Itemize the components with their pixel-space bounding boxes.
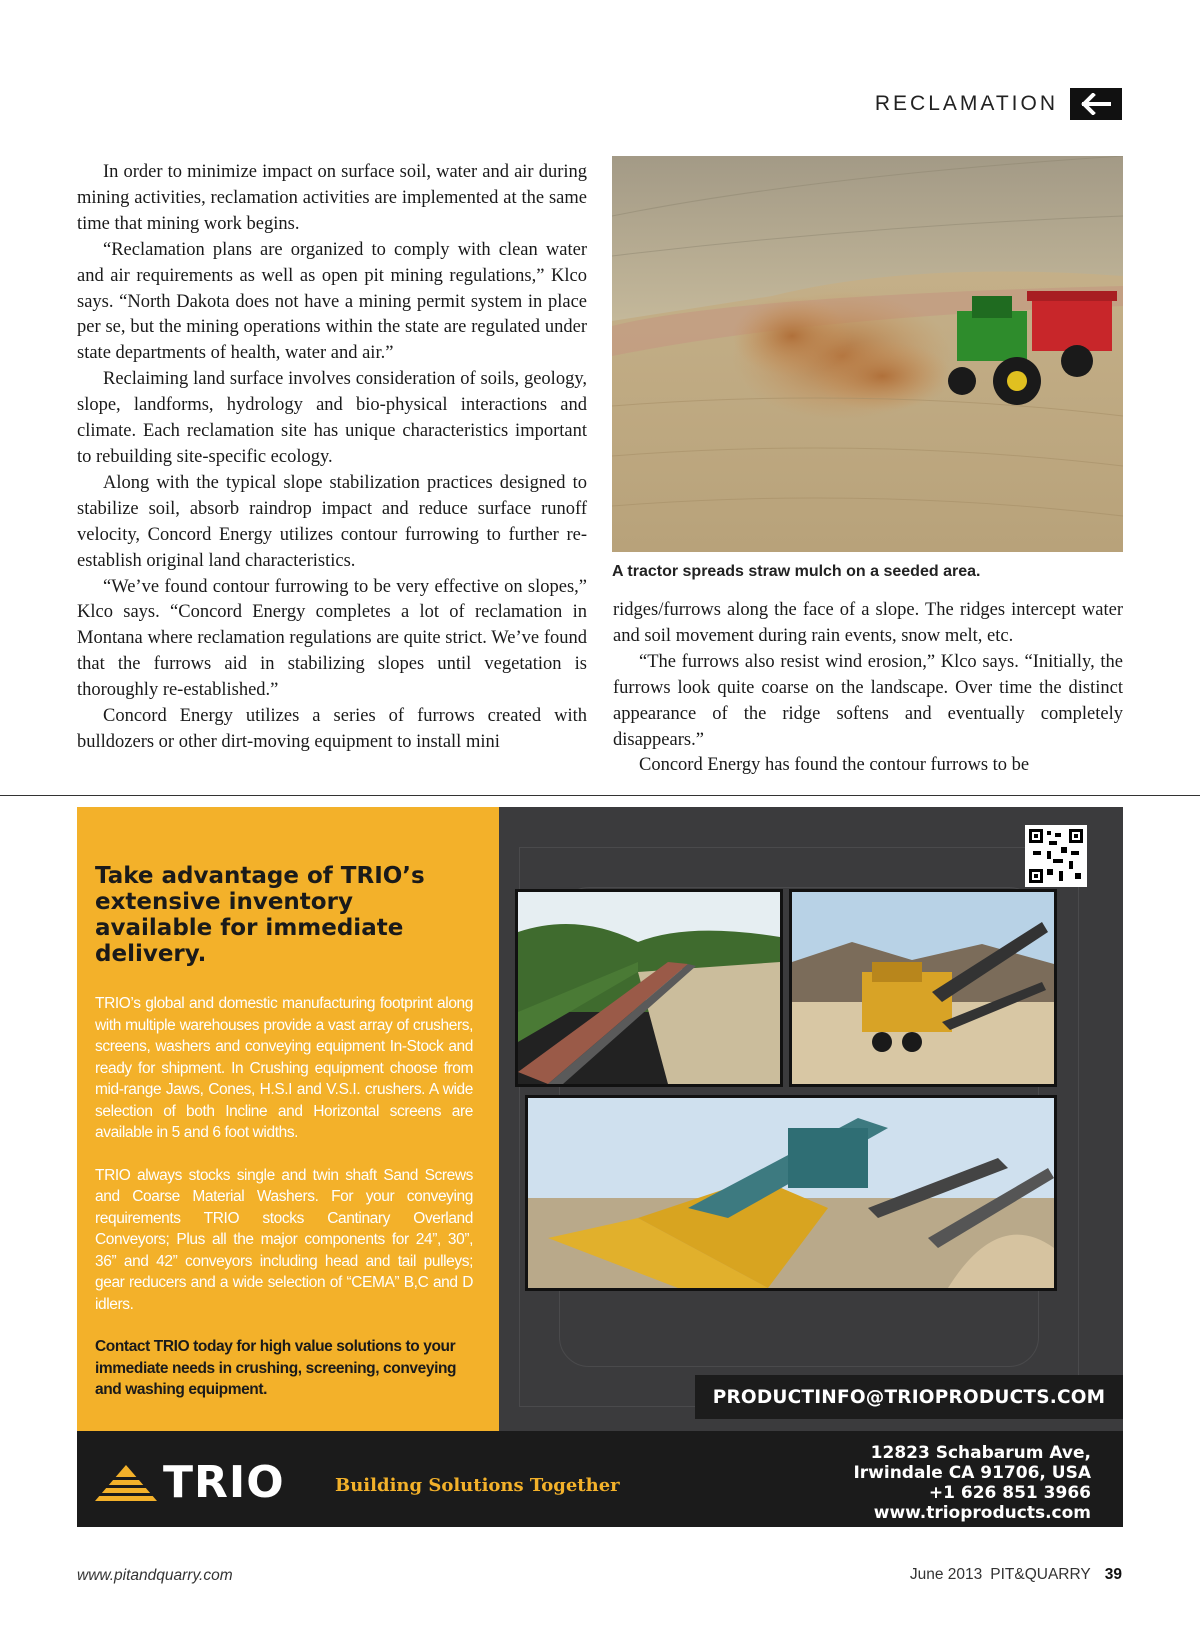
article-paragraph: “Reclamation plans are organized to comply with clean water and air requirements as well as open pit mining regulations,” Klco says. “North Dakota does not have a mining permit system in place per se, but the mining operations within the state are regulated under state departments of health, water and air.” [77, 239, 587, 364]
tractor-photo [612, 156, 1123, 552]
footer-meta [910, 1566, 1122, 1584]
wash-plant-photo [525, 1095, 1057, 1291]
article-paragraph: Concord Energy utilizes a series of furrows created with bulldozers or other dirt-moving equipment to install mini [77, 706, 587, 752]
article-paragraph: Reclaiming land surface involves consideration of soils, geology, slope, landforms, hydrology and bio-physical interactions and climate. Each reclamation site has unique characteristics important to rebuilding site-specific ecology. [77, 369, 587, 467]
ad-headline: Take advantage of TRIO’s extensive inventory available for immediate delivery. [95, 863, 425, 967]
photo-caption: A tractor spreads straw mulch on a seeded area. [612, 563, 981, 580]
issue-date: June 2013 [909, 1566, 983, 1583]
magazine-name: PIT&QUARRY [990, 1566, 1091, 1583]
article-paragraph: Concord Energy has found the contour furrows to be [639, 755, 1030, 776]
trio-triangle-icon [93, 1463, 159, 1503]
brand-name: TRIO [163, 1457, 285, 1508]
section-header [875, 88, 1122, 120]
article-column-right [613, 598, 1123, 779]
article-paragraph: ridges/furrows along the face of a slope. The ridges intercept water and soil movement during rain events, snow melt, etc. [613, 600, 1123, 646]
ad-photo-panel [499, 807, 1123, 1431]
address-line: Irwindale CA 91706, USA [853, 1463, 1091, 1483]
section-label: RECLAMATION [874, 92, 1058, 115]
email-link[interactable]: PRODUCTINFO@TRIOPRODUCTS.COM [695, 1375, 1123, 1419]
ad-address [853, 1443, 1091, 1523]
ad-text-panel [77, 807, 499, 1431]
ad-footer [77, 1431, 1123, 1527]
divider [0, 795, 1200, 796]
ad-contact: Contact TRIO today for high value solutions to your immediate needs in crushing, screening, conveying and washing equipment. [95, 1338, 457, 1398]
phone-number: +1 626 851 3966 [928, 1483, 1091, 1503]
article-paragraph: “We’ve found contour furrowing to be very effective on slopes,” Klco says. “Concord Energy completes a lot of reclamation in Montana where reclamation regulations are quite strict. We’ve found that the furrows aid in stabilizing slopes until vegetation is thoroughly re-established.” [77, 576, 587, 701]
conveyor-photo [515, 889, 783, 1087]
article-paragraph: “The furrows also resist wind erosion,” Klco says. “Initially, the furrows look quite coarse on the landscape. Over time the distinct appearance of the ridge softens and eventually completely disappears.” [613, 651, 1123, 750]
address-line: 12823 Schabarum Ave, [870, 1443, 1091, 1463]
trio-advertisement [77, 807, 1123, 1527]
qr-code-icon[interactable] [1025, 825, 1087, 887]
ad-body: TRIO always stocks single and twin shaft Sand Screws and Coarse Material Washers. For your conveying requirements TRIO stocks Cantinary Overland Conveyors; Plus all the major components for 24”, 30”, 36” and 42” conveyors including head and tail pulleys; gear reducers and a wide selection of “CEMA” B,C and D idlers. [95, 1166, 473, 1313]
article-column-left [77, 160, 587, 756]
trio-logo [93, 1457, 285, 1508]
ad-tagline: Building Solutions Together [335, 1475, 620, 1496]
left-arrow-icon[interactable] [1070, 88, 1122, 120]
page-number: 39 [1104, 1566, 1122, 1583]
footer-url[interactable]: www.pitandquarry.com [77, 1567, 233, 1584]
website-link[interactable]: www.trioproducts.com [873, 1503, 1091, 1523]
article-paragraph: Along with the typical slope stabilization practices designed to stabilize soil, absorb raindrop impact and reduce surface runoff velocity, Concord Energy utilizes contour furrowing to further re-establish original land characteristics. [77, 472, 587, 571]
screening-plant-photo [789, 889, 1057, 1087]
article-paragraph: In order to minimize impact on surface soil, water and air during mining activities, reclamation activities are implemented at the same time that mining work begins. [77, 162, 587, 234]
ad-body: TRIO’s global and domestic manufacturing footprint along with multiple warehouses provide a vast array of crushers, screens, washers and conveying equipment In-Stock and ready for shipment. In Crushing equipment choose from mid-range Jaws, Cones, H.S.I and V.S.I. crushers. A wide selection of both Incline and Horizontal screens are available in 5 and 6 foot widths. [95, 995, 473, 1141]
